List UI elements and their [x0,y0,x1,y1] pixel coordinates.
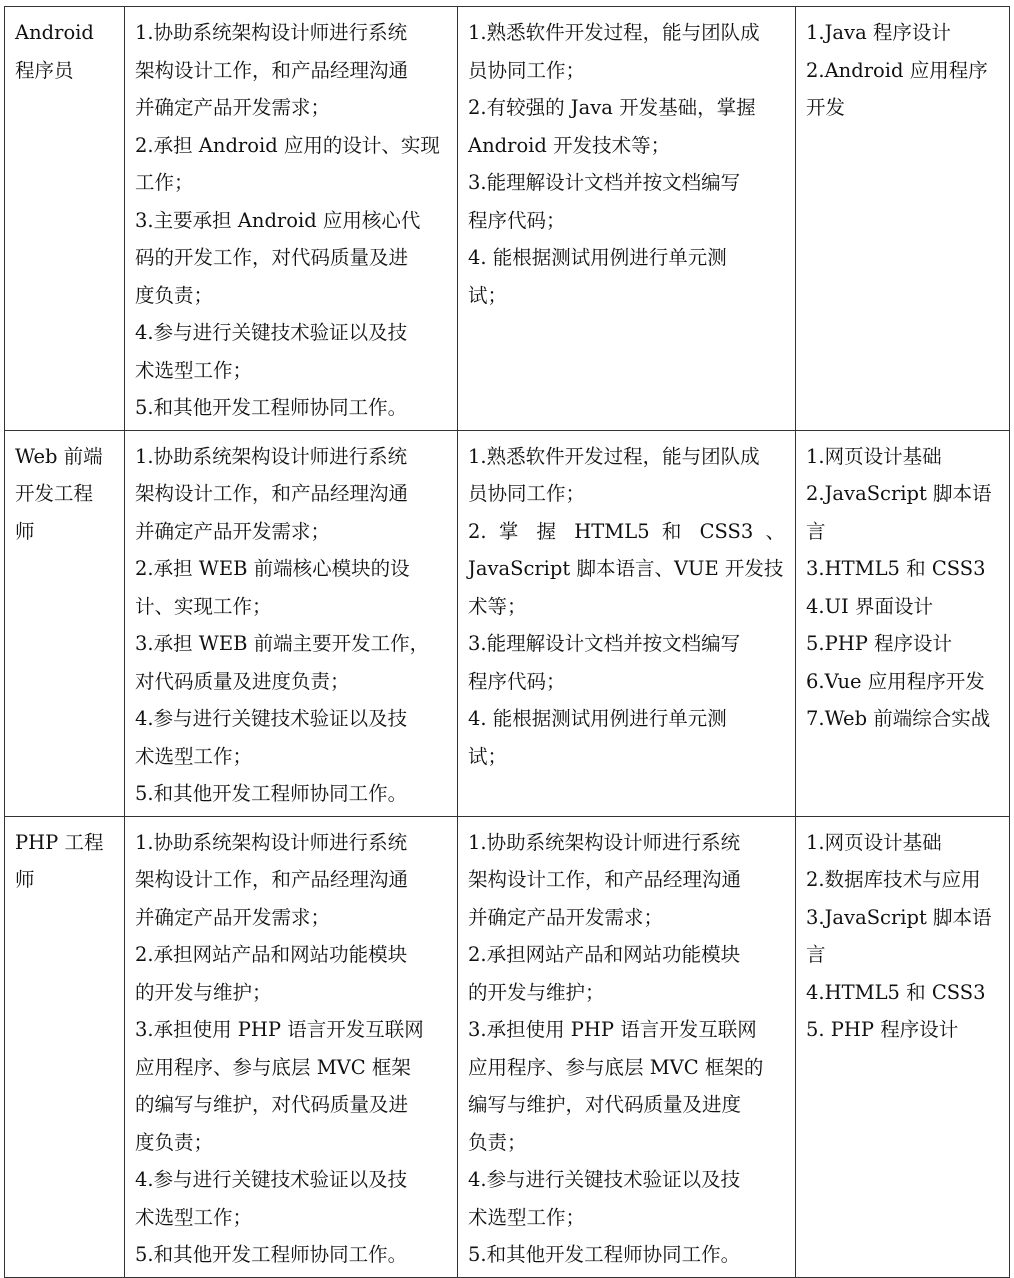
course-line: 开发 [806,96,846,119]
duty-line: 并确定产品开发需求； [135,519,331,543]
course-line: 言 [806,943,826,966]
requirement-line: 2. 掌 握 HTML5 和 CSS3 、 [468,519,785,543]
course-line: 1.网页设计基础 [806,830,942,854]
duty-line: 的开发与维护； [135,980,272,1004]
duty-line: 度负责； [135,283,214,307]
duty-line: 3.主要承担 Android 应用核心代 [135,208,421,232]
duty-line: 4.参与进行关键技术验证以及技 [135,707,408,730]
duty-line: 3.承担 WEB 前端主要开发工作， [135,632,430,655]
job-requirements-table [4,6,1010,1278]
requirement-line: 5.和其他开发工程师协同工作。 [468,1243,741,1266]
course-line: 2.Android 应用程序 [806,58,988,82]
course-line: 4.UI 界面设计 [806,594,933,618]
duty-line: 架构设计工作，和产品经理沟通 [135,58,409,82]
requirement-line: 4. 能根据测试用例进行单元测 [468,707,727,730]
requirement-line: 程序代码； [468,669,566,693]
duty-line: 工作； [135,171,194,194]
requirement-line: 程序代码； [468,208,566,232]
requirement-line: 术选型工作； [468,1205,586,1229]
table-row [5,816,1010,1277]
duty-line: 架构设计工作，和产品经理沟通 [135,868,409,891]
duty-line: 2.承担 Android 应用的设计、实现 [135,133,440,157]
role-text: 师 [15,868,35,891]
table-row [5,7,1010,431]
requirements-cell [458,816,796,1277]
role-text: 程序员 [15,58,74,82]
duty-line: 1.协助系统架构设计师进行系统 [135,21,408,44]
role-text: 师 [15,519,35,543]
requirement-line: 应用程序、参与底层 MVC 框架的 [468,1055,764,1079]
requirement-line: 负责； [468,1130,527,1154]
course-line: 5. PHP 程序设计 [806,1018,959,1041]
course-line: 4.HTML5 和 CSS3 [806,980,986,1004]
requirements-cell [458,430,796,816]
courses-cell [796,7,1010,431]
duty-line: 并确定产品开发需求； [135,905,331,929]
course-line: 3.JavaScript 脚本语 [806,905,992,929]
course-line: 1.Java 程序设计 [806,21,951,44]
duty-line: 4.参与进行关键技术验证以及技 [135,1168,408,1191]
duty-line: 架构设计工作，和产品经理沟通 [135,482,409,505]
course-line: 3.HTML5 和 CSS3 [806,557,986,580]
course-line: 2.数据库技术与应用 [806,868,981,891]
requirement-line: 1.熟悉软件开发过程，能与团队成 [468,444,760,468]
requirement-line: 并确定产品开发需求； [468,905,664,929]
course-line: 言 [806,519,826,543]
duty-line: 5.和其他开发工程师协同工作。 [135,1243,408,1266]
table-row [5,430,1010,816]
duty-line: 的编写与维护，对代码质量及进 [135,1093,409,1116]
duties-cell [125,816,458,1277]
requirement-line: Android 开发技术等； [468,133,671,157]
role-cell [5,816,125,1277]
duty-line: 5.和其他开发工程师协同工作。 [135,782,408,805]
duties-cell [125,7,458,431]
requirement-line: 架构设计工作，和产品经理沟通 [468,868,742,891]
duty-line: 码的开发工作，对代码质量及进 [135,246,409,269]
requirement-line: 2.有较强的 Java 开发基础，掌握 [468,96,756,119]
duty-line: 1.协助系统架构设计师进行系统 [135,830,408,854]
requirement-line: 3.能理解设计文档并按文档编写 [468,632,741,655]
requirement-line: 4. 能根据测试用例进行单元测 [468,246,727,269]
duty-line: 1.协助系统架构设计师进行系统 [135,444,408,468]
courses-cell [796,816,1010,1277]
requirement-line: 试； [468,283,508,307]
duty-line: 术选型工作； [135,744,253,768]
duty-line: 4.参与进行关键技术验证以及技 [135,321,408,344]
duty-line: 对代码质量及进度负责； [135,669,350,693]
courses-cell [796,430,1010,816]
requirement-line: 编写与维护，对代码质量及进度 [468,1093,742,1116]
course-line: 2.JavaScript 脚本语 [806,482,992,505]
duty-line: 2.承担 WEB 前端核心模块的设 [135,557,410,580]
requirements-cell [458,7,796,431]
requirement-line: 1.熟悉软件开发过程，能与团队成 [468,21,760,44]
requirement-line: 2.承担网站产品和网站功能模块 [468,943,741,966]
role-text: 开发工程 [15,482,94,505]
role-text: PHP 工程 [15,830,104,854]
duty-line: 并确定产品开发需求； [135,96,331,119]
requirement-line: 员协同工作； [468,482,586,505]
duty-line: 3.承担使用 PHP 语言开发互联网 [135,1018,424,1041]
requirement-line: 3.承担使用 PHP 语言开发互联网 [468,1018,757,1041]
requirement-line: 1.协助系统架构设计师进行系统 [468,830,741,854]
duty-line: 5.和其他开发工程师协同工作。 [135,396,408,419]
role-cell [5,430,125,816]
course-line: 1.网页设计基础 [806,444,942,468]
course-line: 5.PHP 程序设计 [806,632,953,655]
requirement-line: 4.参与进行关键技术验证以及技 [468,1168,741,1191]
duty-line: 计、实现工作； [135,594,272,618]
duty-line: 度负责； [135,1130,214,1154]
course-line: 6.Vue 应用程序开发 [806,669,985,693]
requirement-line: 试； [468,744,508,768]
course-line: 7.Web 前端综合实战 [806,707,991,730]
duty-line: 术选型工作； [135,1205,253,1229]
requirement-line: 的开发与维护； [468,980,605,1004]
duty-line: 术选型工作； [135,358,253,382]
role-text: Android [15,21,94,44]
role-text: Web 前端 [15,444,103,468]
duty-line: 2.承担网站产品和网站功能模块 [135,943,408,966]
requirement-line: 3.能理解设计文档并按文档编写 [468,171,741,194]
duties-cell [125,430,458,816]
requirement-line: JavaScript 脚本语言、VUE 开发技 [468,557,784,580]
role-cell [5,7,125,431]
requirement-line: 术等； [468,594,527,618]
duty-line: 应用程序、参与底层 MVC 框架 [135,1055,411,1079]
requirement-line: 员协同工作； [468,58,586,82]
